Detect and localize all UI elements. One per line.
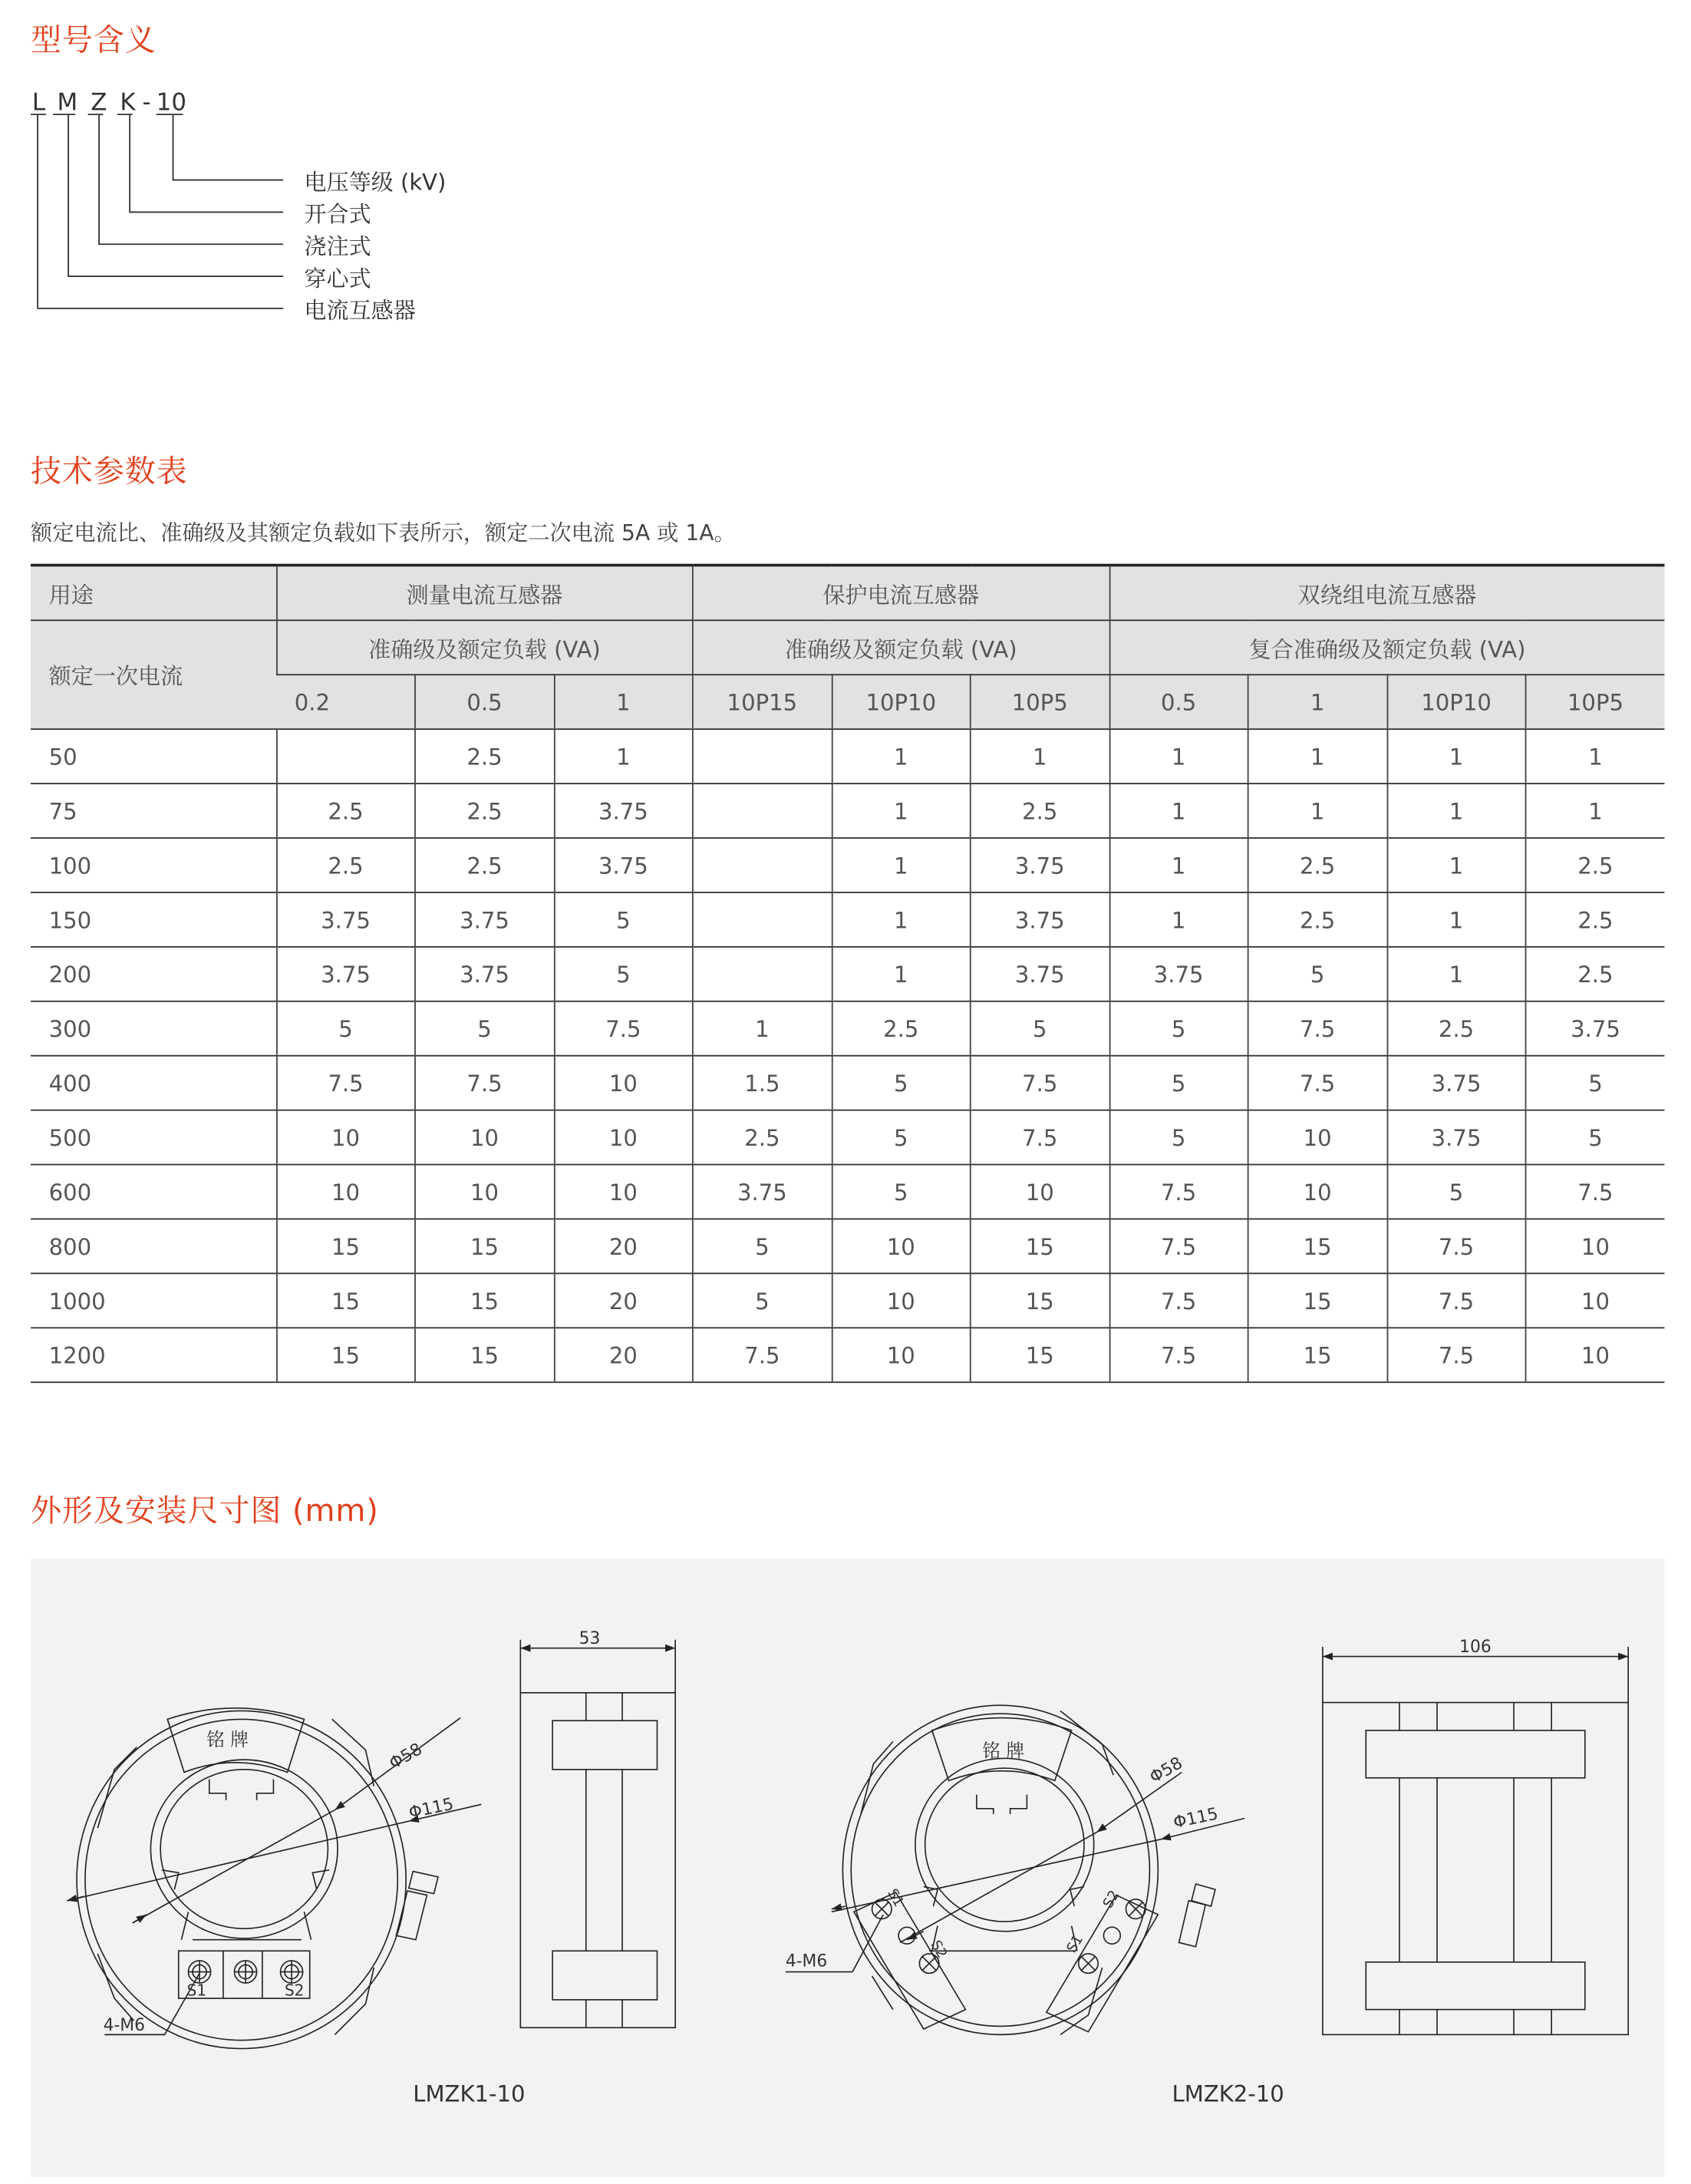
load-cell: 10 bbox=[554, 1110, 693, 1165]
load-cell: 7.5 bbox=[693, 1328, 832, 1382]
meaning-voltage: 电压等级 (kV) bbox=[304, 169, 447, 196]
load-cell: 3.75 bbox=[554, 784, 693, 838]
nameplate-label: 铭 牌 bbox=[982, 1740, 1024, 1762]
load-cell: 20 bbox=[554, 1328, 693, 1382]
model-letter: - bbox=[142, 88, 151, 117]
load-cell: 3.75 bbox=[276, 947, 415, 1001]
model-letter: Z bbox=[91, 88, 107, 117]
header-class: 10P5 bbox=[1526, 675, 1665, 729]
load-cell: 1 bbox=[1387, 729, 1526, 784]
load-cell: 3.75 bbox=[1526, 1001, 1665, 1056]
load-cell: 3.75 bbox=[971, 892, 1109, 947]
load-cell: 10 bbox=[554, 1165, 693, 1219]
load-cell: 2.5 bbox=[1248, 892, 1387, 947]
load-cell: 1 bbox=[832, 947, 971, 1001]
load-cell: 3.75 bbox=[971, 947, 1109, 1001]
load-cell: 7.5 bbox=[1387, 1219, 1526, 1273]
dimension-drawings bbox=[0, 1559, 1691, 2184]
load-cell: 10 bbox=[971, 1165, 1109, 1219]
load-cell: 15 bbox=[1248, 1219, 1387, 1273]
load-cell: 7.5 bbox=[1109, 1273, 1248, 1328]
table-row bbox=[31, 729, 1664, 784]
load-cell: 5 bbox=[1248, 947, 1387, 1001]
table-row bbox=[31, 1110, 1664, 1165]
load-cell: 1 bbox=[1387, 892, 1526, 947]
load-cell: 10 bbox=[1526, 1328, 1665, 1382]
load-cell: 3.75 bbox=[415, 947, 554, 1001]
load-cell: 5 bbox=[1387, 1165, 1526, 1219]
load-cell: 3.75 bbox=[971, 838, 1109, 892]
load-cell: 2.5 bbox=[832, 1001, 971, 1056]
load-cell: 1 bbox=[832, 892, 971, 947]
rated-current-cell: 300 bbox=[31, 1001, 276, 1056]
load-cell bbox=[693, 947, 832, 1001]
load-cell: 2.5 bbox=[415, 784, 554, 838]
meaning-current-transformer: 电流互感器 bbox=[304, 297, 416, 324]
s1-label: S1 bbox=[884, 1885, 907, 1910]
params-table bbox=[31, 564, 1664, 1383]
load-cell: 2.5 bbox=[1387, 1001, 1526, 1056]
load-cell: 10 bbox=[1248, 1165, 1387, 1219]
load-cell: 5 bbox=[693, 1273, 832, 1328]
rated-current-cell: 100 bbox=[31, 838, 276, 892]
header-protection: 保护电流互感器 bbox=[693, 565, 1109, 620]
phi58-label: Φ58 bbox=[1146, 1753, 1186, 1788]
load-cell: 2.5 bbox=[693, 1110, 832, 1165]
connector bbox=[396, 1872, 438, 1940]
load-cell: 1 bbox=[554, 729, 693, 784]
load-cell: 10 bbox=[832, 1273, 971, 1328]
load-cell bbox=[276, 729, 415, 784]
header-usage: 用途 bbox=[31, 565, 276, 620]
load-cell: 5 bbox=[1109, 1001, 1248, 1056]
load-cell: 5 bbox=[832, 1165, 971, 1219]
load-cell: 1 bbox=[832, 784, 971, 838]
model-letter: L bbox=[31, 88, 46, 117]
table-row bbox=[31, 1165, 1664, 1219]
table-row bbox=[31, 947, 1664, 1001]
load-cell: 1 bbox=[832, 838, 971, 892]
terminal-hole-icon bbox=[1103, 1927, 1120, 1944]
s2-label: S2 bbox=[1099, 1887, 1123, 1912]
lmzk2-side-view bbox=[1323, 1647, 1628, 2035]
header-class: 0.5 bbox=[415, 675, 554, 729]
caption-lmzk2: LMZK2-10 bbox=[1172, 2080, 1284, 2107]
rated-current-cell: 75 bbox=[31, 784, 276, 838]
phi115-label: Φ115 bbox=[1172, 1804, 1220, 1833]
lmzk1-side-view bbox=[520, 1640, 675, 2028]
load-cell: 7.5 bbox=[1109, 1165, 1248, 1219]
load-cell: 3.75 bbox=[1387, 1110, 1526, 1165]
load-cell: 7.5 bbox=[1109, 1219, 1248, 1273]
table-row bbox=[31, 1056, 1664, 1110]
load-cell: 2.5 bbox=[276, 784, 415, 838]
rated-current-cell: 200 bbox=[31, 947, 276, 1001]
s1-label: S1 bbox=[1063, 1932, 1087, 1956]
load-cell: 5 bbox=[1526, 1110, 1665, 1165]
bolt-spec-label: 4-M6 bbox=[103, 2015, 146, 2035]
load-cell: 10 bbox=[832, 1328, 971, 1382]
header-accuracy-measuring: 准确级及额定负载 (VA) bbox=[276, 620, 693, 675]
load-cell: 2.5 bbox=[415, 729, 554, 784]
load-cell: 1 bbox=[1526, 784, 1665, 838]
s1-label: S1 bbox=[186, 1981, 207, 2000]
terminal-screw-icon bbox=[1079, 1954, 1098, 1973]
load-cell: 15 bbox=[971, 1219, 1109, 1273]
load-cell: 1 bbox=[1109, 838, 1248, 892]
rated-current-cell: 600 bbox=[31, 1165, 276, 1219]
load-cell: 1 bbox=[1387, 838, 1526, 892]
header-class: 10P10 bbox=[832, 675, 971, 729]
header-measuring: 测量电流互感器 bbox=[276, 565, 693, 620]
load-cell: 15 bbox=[1248, 1328, 1387, 1382]
load-cell: 5 bbox=[554, 892, 693, 947]
leader-lines bbox=[31, 114, 283, 308]
header-row-classes bbox=[31, 675, 1664, 729]
connector bbox=[1179, 1884, 1215, 1947]
load-cell: 7.5 bbox=[415, 1056, 554, 1110]
width-53-label: 53 bbox=[578, 1629, 601, 1649]
load-cell: 20 bbox=[554, 1219, 693, 1273]
header-class: 10P15 bbox=[693, 675, 832, 729]
load-cell: 15 bbox=[415, 1219, 554, 1273]
load-cell bbox=[693, 838, 832, 892]
load-cell: 10 bbox=[1248, 1110, 1387, 1165]
load-cell: 7.5 bbox=[1109, 1328, 1248, 1382]
header-dual-winding: 双绕组电流互感器 bbox=[1109, 565, 1665, 620]
table-row bbox=[31, 838, 1664, 892]
meaning-openable: 开合式 bbox=[304, 201, 371, 228]
header-class: 1 bbox=[554, 675, 693, 729]
load-cell: 1.5 bbox=[693, 1056, 832, 1110]
load-cell: 1 bbox=[1526, 729, 1665, 784]
terminal-screw-icon bbox=[281, 1961, 303, 1983]
rated-current-cell: 1000 bbox=[31, 1273, 276, 1328]
header-row-accuracy bbox=[31, 620, 1664, 675]
meaning-cast: 浇注式 bbox=[304, 233, 371, 259]
header-accuracy-protection: 准确级及额定负载 (VA) bbox=[693, 620, 1109, 675]
model-letter: K bbox=[120, 88, 136, 117]
load-cell: 15 bbox=[1248, 1273, 1387, 1328]
load-cell: 5 bbox=[554, 947, 693, 1001]
table-row bbox=[31, 892, 1664, 947]
load-cell: 1 bbox=[1248, 729, 1387, 784]
model-letter: M bbox=[57, 88, 78, 117]
load-cell: 20 bbox=[554, 1273, 693, 1328]
load-cell: 10 bbox=[832, 1219, 971, 1273]
load-cell: 15 bbox=[276, 1273, 415, 1328]
phi58-label: Φ58 bbox=[386, 1739, 426, 1774]
load-cell: 5 bbox=[693, 1219, 832, 1273]
load-cell: 5 bbox=[1109, 1110, 1248, 1165]
model-letter: 10 bbox=[156, 88, 187, 117]
rated-current-cell: 400 bbox=[31, 1056, 276, 1110]
load-cell: 3.75 bbox=[415, 892, 554, 947]
load-cell: 1 bbox=[693, 1001, 832, 1056]
drawing-title: 外形及安装尺寸图 (mm) bbox=[31, 1494, 379, 1530]
load-cell: 15 bbox=[415, 1328, 554, 1382]
caption-lmzk1: LMZK1-10 bbox=[413, 2080, 526, 2107]
load-cell: 1 bbox=[1109, 892, 1248, 947]
load-cell: 3.75 bbox=[276, 892, 415, 947]
params-title: 技术参数表 bbox=[31, 454, 188, 490]
load-cell: 7.5 bbox=[1248, 1001, 1387, 1056]
load-cell: 2.5 bbox=[1526, 947, 1665, 1001]
load-cell: 2.5 bbox=[415, 838, 554, 892]
terminal-screw-icon bbox=[188, 1961, 210, 1983]
load-cell: 7.5 bbox=[554, 1001, 693, 1056]
load-cell bbox=[693, 729, 832, 784]
terminal-screw-icon bbox=[235, 1961, 257, 1983]
load-cell: 3.75 bbox=[693, 1165, 832, 1219]
header-class: 10P10 bbox=[1387, 675, 1526, 729]
load-cell: 1 bbox=[1109, 784, 1248, 838]
header-class: 0.5 bbox=[1109, 675, 1248, 729]
header-row-usage bbox=[31, 565, 1664, 620]
load-cell: 5 bbox=[971, 1001, 1109, 1056]
terminal-screw-icon bbox=[1126, 1899, 1145, 1918]
rated-current-cell: 150 bbox=[31, 892, 276, 947]
load-cell: 15 bbox=[276, 1219, 415, 1273]
header-accuracy-composite: 复合准确级及额定负载 (VA) bbox=[1109, 620, 1665, 675]
rated-current-cell: 1200 bbox=[31, 1328, 276, 1382]
load-cell bbox=[693, 892, 832, 947]
load-cell bbox=[693, 784, 832, 838]
bolt-spec-label: 4-M6 bbox=[785, 1951, 828, 1971]
model-code-diagram bbox=[0, 77, 503, 335]
load-cell: 10 bbox=[1526, 1219, 1665, 1273]
load-cell: 1 bbox=[1387, 947, 1526, 1001]
rated-current-cell: 500 bbox=[31, 1110, 276, 1165]
load-cell: 15 bbox=[971, 1273, 1109, 1328]
load-cell: 15 bbox=[415, 1273, 554, 1328]
table-row bbox=[31, 1001, 1664, 1056]
load-cell: 7.5 bbox=[1387, 1328, 1526, 1382]
load-cell: 5 bbox=[832, 1110, 971, 1165]
nameplate-label: 铭 牌 bbox=[206, 1728, 249, 1750]
load-cell: 5 bbox=[832, 1056, 971, 1110]
load-cell: 3.75 bbox=[1109, 947, 1248, 1001]
s2-label: S2 bbox=[927, 1938, 951, 1961]
load-cell: 1 bbox=[832, 729, 971, 784]
header-class: 10P5 bbox=[971, 675, 1109, 729]
load-cell: 7.5 bbox=[1387, 1273, 1526, 1328]
load-cell: 15 bbox=[971, 1328, 1109, 1382]
phi115-label: Φ115 bbox=[407, 1794, 456, 1823]
table-row bbox=[31, 1273, 1664, 1328]
header-class: 0.2 bbox=[276, 675, 415, 729]
load-cell: 15 bbox=[276, 1328, 415, 1382]
header-rated-primary-current: 额定一次电流 bbox=[31, 620, 276, 729]
load-cell: 10 bbox=[415, 1165, 554, 1219]
load-cell: 2.5 bbox=[971, 784, 1109, 838]
load-cell: 1 bbox=[1109, 729, 1248, 784]
load-cell: 3.75 bbox=[554, 838, 693, 892]
load-cell: 2.5 bbox=[1526, 838, 1665, 892]
load-cell: 10 bbox=[554, 1056, 693, 1110]
load-cell: 1 bbox=[1248, 784, 1387, 838]
rated-current-cell: 800 bbox=[31, 1219, 276, 1273]
load-cell: 7.5 bbox=[1248, 1056, 1387, 1110]
rated-current-cell: 50 bbox=[31, 729, 276, 784]
load-cell: 5 bbox=[1109, 1056, 1248, 1110]
meaning-through-core: 穿心式 bbox=[304, 265, 371, 292]
load-cell: 7.5 bbox=[1526, 1165, 1665, 1219]
load-cell: 5 bbox=[276, 1001, 415, 1056]
load-cell: 2.5 bbox=[276, 838, 415, 892]
load-cell: 7.5 bbox=[276, 1056, 415, 1110]
load-cell: 10 bbox=[276, 1110, 415, 1165]
load-cell: 7.5 bbox=[971, 1056, 1109, 1110]
load-cell: 5 bbox=[1526, 1056, 1665, 1110]
width-106-label: 106 bbox=[1459, 1638, 1492, 1658]
load-cell: 1 bbox=[971, 729, 1109, 784]
load-cell: 5 bbox=[415, 1001, 554, 1056]
header-class: 1 bbox=[1248, 675, 1387, 729]
params-description: 额定电流比、准确级及其额定负载如下表所示，额定二次电流 5A 或 1A。 bbox=[31, 520, 736, 546]
table-row bbox=[31, 784, 1664, 838]
table-row bbox=[31, 1328, 1664, 1382]
model-title: 型号含义 bbox=[31, 23, 157, 59]
s2-label: S2 bbox=[284, 1981, 305, 2000]
table-row bbox=[31, 1219, 1664, 1273]
load-cell: 2.5 bbox=[1526, 892, 1665, 947]
load-cell: 10 bbox=[1526, 1273, 1665, 1328]
load-cell: 7.5 bbox=[971, 1110, 1109, 1165]
load-cell: 10 bbox=[276, 1165, 415, 1219]
load-cell: 2.5 bbox=[1248, 838, 1387, 892]
load-cell: 3.75 bbox=[1387, 1056, 1526, 1110]
load-cell: 10 bbox=[415, 1110, 554, 1165]
load-cell: 1 bbox=[1387, 784, 1526, 838]
